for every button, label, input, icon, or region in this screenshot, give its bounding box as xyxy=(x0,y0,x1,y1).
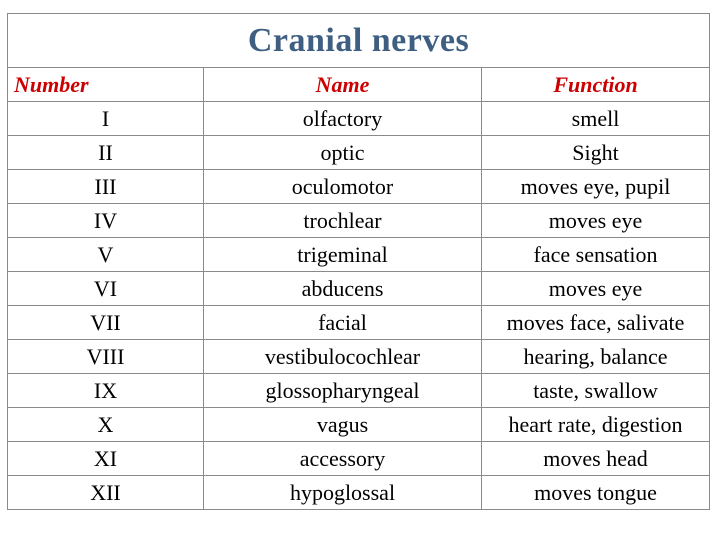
cell-name: abducens xyxy=(204,272,482,306)
cell-name: glossopharyngeal xyxy=(204,374,482,408)
cell-function: face sensation xyxy=(482,238,710,272)
header-number: Number xyxy=(8,68,204,102)
cell-number: X xyxy=(8,408,204,442)
cell-number: XII xyxy=(8,476,204,510)
cell-function: moves eye xyxy=(482,272,710,306)
cell-function: Sight xyxy=(482,136,710,170)
cell-function: hearing, balance xyxy=(482,340,710,374)
cell-name: trigeminal xyxy=(204,238,482,272)
table-row xyxy=(8,340,710,374)
cell-number: VI xyxy=(8,272,204,306)
cell-name: trochlear xyxy=(204,204,482,238)
cell-name: olfactory xyxy=(204,102,482,136)
cell-function: moves head xyxy=(482,442,710,476)
table-title: Cranial nerves xyxy=(8,14,710,68)
cell-number: XI xyxy=(8,442,204,476)
cell-function: moves eye xyxy=(482,204,710,238)
cell-name: vestibulocochlear xyxy=(204,340,482,374)
cell-function: heart rate, digestion xyxy=(482,408,710,442)
header-name: Name xyxy=(204,68,482,102)
cell-name: vagus xyxy=(204,408,482,442)
table-row xyxy=(8,442,710,476)
cranial-nerves-table xyxy=(7,13,710,510)
cell-number: VII xyxy=(8,306,204,340)
table-row xyxy=(8,374,710,408)
title-row xyxy=(8,14,710,68)
cell-name: facial xyxy=(204,306,482,340)
cell-number: VIII xyxy=(8,340,204,374)
header-function: Function xyxy=(482,68,710,102)
table-row xyxy=(8,238,710,272)
header-row xyxy=(8,68,710,102)
cell-number: III xyxy=(8,170,204,204)
table-row xyxy=(8,204,710,238)
table-row xyxy=(8,102,710,136)
cell-name: optic xyxy=(204,136,482,170)
cell-number: II xyxy=(8,136,204,170)
cranial-nerves-table-container xyxy=(7,13,709,510)
table-row xyxy=(8,408,710,442)
cell-name: hypoglossal xyxy=(204,476,482,510)
cell-number: I xyxy=(8,102,204,136)
cell-function: taste, swallow xyxy=(482,374,710,408)
table-row xyxy=(8,306,710,340)
cell-number: IX xyxy=(8,374,204,408)
cell-name: accessory xyxy=(204,442,482,476)
table-row xyxy=(8,136,710,170)
cell-function: moves face, salivate xyxy=(482,306,710,340)
cell-number: V xyxy=(8,238,204,272)
cell-number: IV xyxy=(8,204,204,238)
cell-function: moves tongue xyxy=(482,476,710,510)
cell-function: smell xyxy=(482,102,710,136)
cell-function: moves eye, pupil xyxy=(482,170,710,204)
cell-name: oculomotor xyxy=(204,170,482,204)
table-body xyxy=(8,102,710,510)
table-row xyxy=(8,272,710,306)
table-row xyxy=(8,476,710,510)
table-row xyxy=(8,170,710,204)
